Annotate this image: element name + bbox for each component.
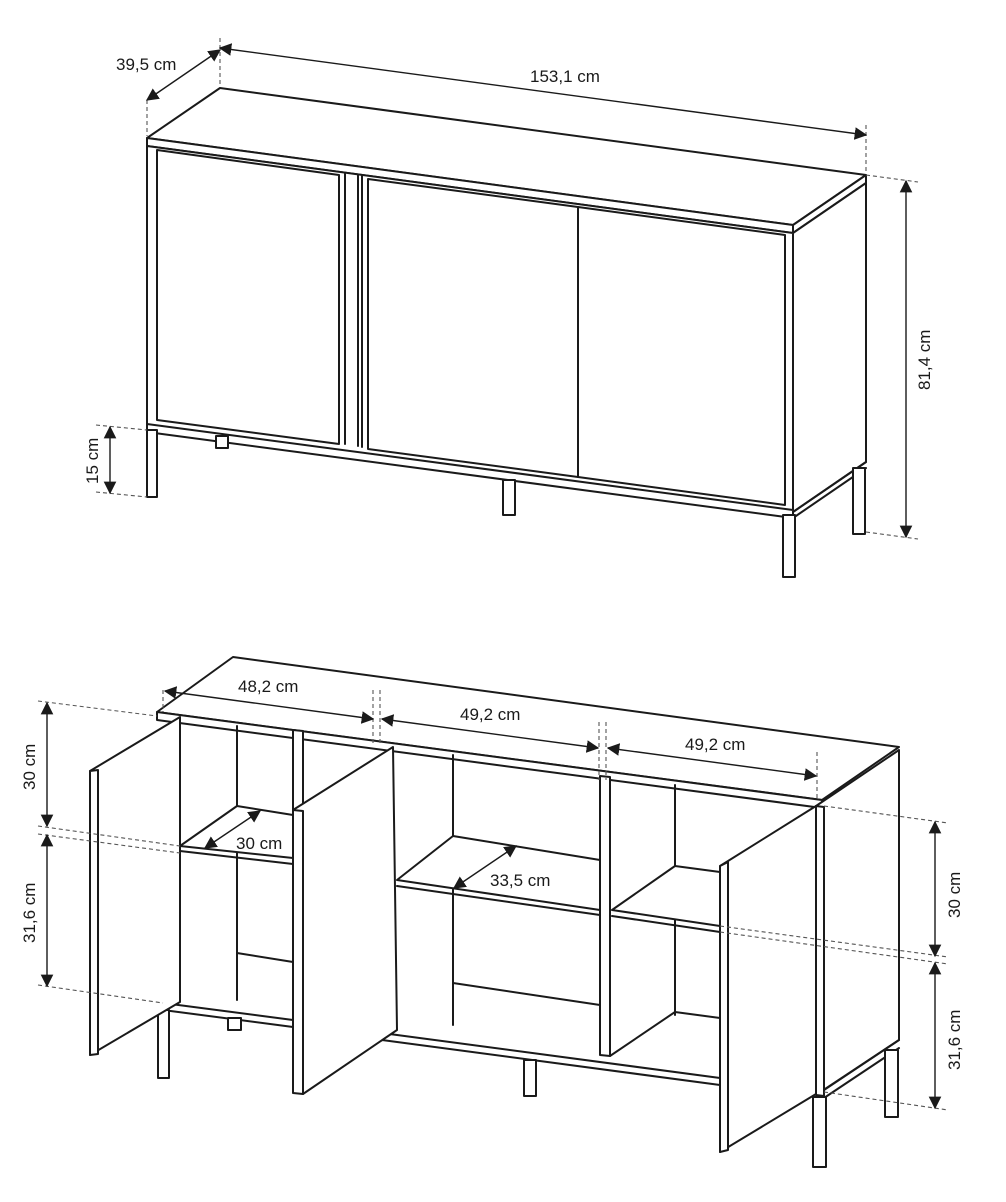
divider-right [600, 776, 610, 1056]
open-door-middle-edge [293, 810, 303, 1094]
side-panel [793, 183, 866, 512]
side-panel-open [816, 750, 899, 1095]
left-upper-height-label: 30 cm [20, 743, 39, 790]
right-lower-height-label: 31,6 cm [945, 1009, 964, 1070]
leg-open-front-right [813, 1097, 826, 1167]
leg-front-right [783, 515, 795, 577]
closed-sideboard [147, 88, 866, 577]
compartment-right-label: 49,2 cm [685, 735, 746, 754]
left-lower-height-label: 31,6 cm [20, 882, 39, 943]
compartment-middle-label: 49,2 cm [460, 705, 521, 724]
dimension-leg-height [83, 425, 147, 497]
shelf-right [612, 866, 720, 926]
open-door-middle [293, 747, 397, 1094]
height-label: 81,4 cm [915, 329, 934, 390]
leg-height-label: 15 cm [83, 437, 102, 484]
leg-open-back-left [228, 1018, 241, 1030]
door-right [578, 207, 785, 505]
leg-front-left [147, 430, 157, 497]
open-door-left-edge [90, 770, 98, 1055]
leg-open-middle [524, 1060, 536, 1096]
middle-shelf-depth-label: 33,5 cm [490, 871, 551, 890]
leg-middle [503, 480, 515, 515]
side-front-edge-open [816, 806, 824, 1096]
leg-open-front-left [158, 1010, 169, 1078]
compartment-left-label: 48,2 cm [238, 677, 299, 696]
open-door-right [720, 806, 816, 1152]
left-shelf-depth-label: 30 cm [236, 834, 283, 853]
dimension-height [866, 175, 934, 539]
door-middle [368, 179, 578, 477]
open-door-left [90, 717, 180, 1055]
depth-label: 39,5 cm [116, 55, 177, 74]
door-left [157, 150, 339, 444]
leg-back-right [853, 468, 865, 534]
leg-back-left [216, 436, 228, 448]
leg-open-back-right [885, 1050, 898, 1117]
width-label: 153,1 cm [530, 67, 600, 86]
open-door-right-edge [720, 862, 728, 1152]
right-upper-height-label: 30 cm [945, 871, 964, 918]
